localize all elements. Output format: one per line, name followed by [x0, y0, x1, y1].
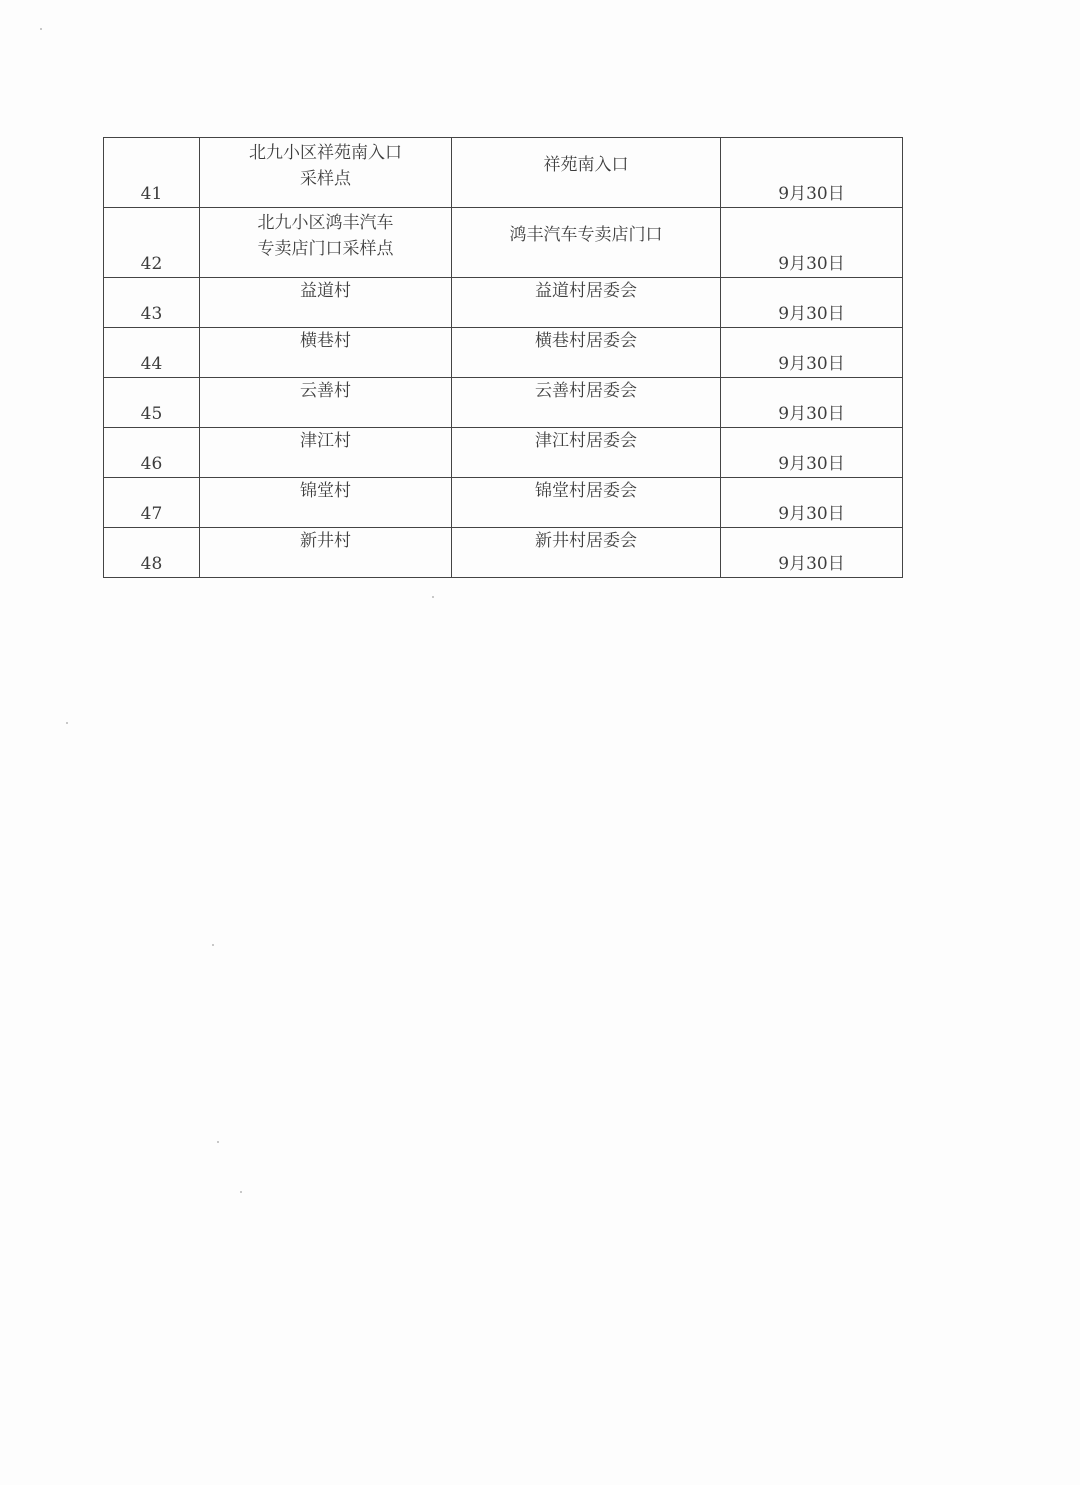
table-row	[104, 278, 903, 328]
sampling-site-line: 北九小区祥苑南入口	[249, 143, 402, 163]
scan-speck	[40, 28, 42, 30]
sampling-site: 横巷村	[200, 328, 452, 378]
sampling-location: 津江村居委会	[452, 428, 721, 478]
sampling-schedule-table	[103, 137, 903, 578]
sampling-date: 9月30日	[721, 208, 903, 278]
row-number: 42	[104, 208, 200, 278]
sampling-date: 9月30日	[721, 328, 903, 378]
table-row	[104, 328, 903, 378]
scan-speck	[212, 944, 214, 946]
sampling-site-line: 采样点	[300, 169, 351, 189]
sampling-location: 祥苑南入口	[452, 138, 721, 208]
table-row	[104, 138, 903, 208]
sampling-date: 9月30日	[721, 428, 903, 478]
scan-speck	[217, 1141, 219, 1143]
sampling-location: 横巷村居委会	[452, 328, 721, 378]
sampling-site-line: 专卖店门口采样点	[257, 239, 394, 259]
sampling-location: 云善村居委会	[452, 378, 721, 428]
table-row	[104, 478, 903, 528]
row-number: 44	[104, 328, 200, 378]
sampling-site	[200, 208, 452, 278]
sampling-site: 津江村	[200, 428, 452, 478]
sampling-site: 益道村	[200, 278, 452, 328]
table-row	[104, 428, 903, 478]
sampling-date: 9月30日	[721, 528, 903, 578]
sampling-location: 新井村居委会	[452, 528, 721, 578]
sampling-date: 9月30日	[721, 278, 903, 328]
sampling-location: 锦堂村居委会	[452, 478, 721, 528]
row-number: 46	[104, 428, 200, 478]
sampling-date: 9月30日	[721, 138, 903, 208]
table-row	[104, 208, 903, 278]
sampling-date: 9月30日	[721, 478, 903, 528]
sampling-location: 益道村居委会	[452, 278, 721, 328]
row-number: 41	[104, 138, 200, 208]
table-row	[104, 378, 903, 428]
scan-speck	[66, 722, 68, 724]
scan-speck	[240, 1191, 242, 1193]
sampling-site	[200, 138, 452, 208]
sampling-location: 鸿丰汽车专卖店门口	[452, 208, 721, 278]
scan-speck	[432, 596, 434, 598]
row-number: 47	[104, 478, 200, 528]
row-number: 45	[104, 378, 200, 428]
row-number: 48	[104, 528, 200, 578]
sampling-site-line: 北九小区鸿丰汽车	[257, 213, 394, 233]
sampling-site: 云善村	[200, 378, 452, 428]
sampling-site: 新井村	[200, 528, 452, 578]
sampling-date: 9月30日	[721, 378, 903, 428]
sampling-site: 锦堂村	[200, 478, 452, 528]
table-row	[104, 528, 903, 578]
row-number: 43	[104, 278, 200, 328]
